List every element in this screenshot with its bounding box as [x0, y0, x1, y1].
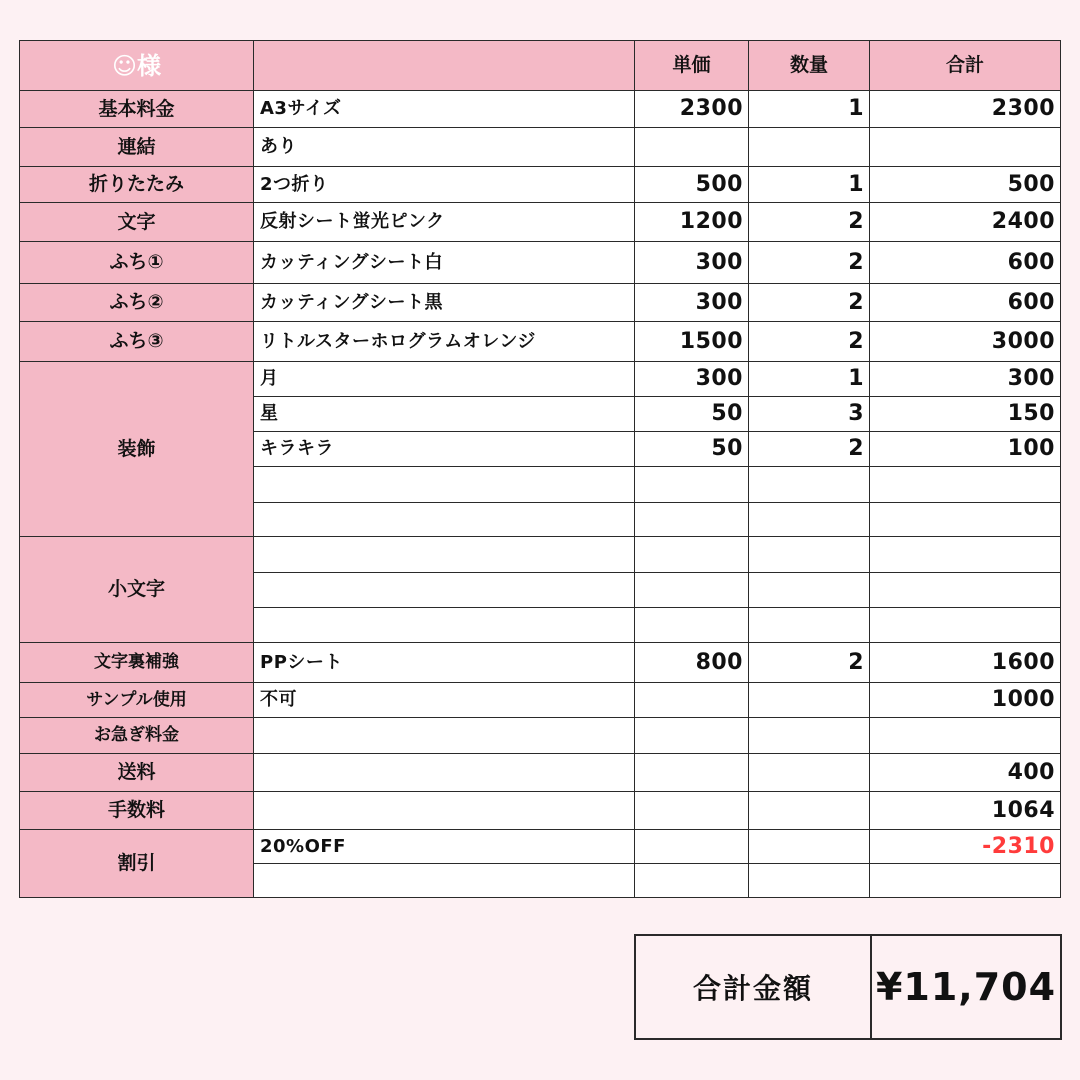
row-total: 2300: [870, 91, 1061, 128]
row-quantity: 2: [749, 242, 870, 284]
row-total: 1000: [870, 683, 1061, 718]
row-folding: [20, 167, 1061, 203]
row-description: あり: [254, 128, 635, 167]
row-total: 3000: [870, 322, 1061, 362]
row-total: 2400: [870, 203, 1061, 242]
row-unit-price: [635, 573, 749, 608]
row-quantity: 2: [749, 284, 870, 322]
row-description: カッティングシート黒: [254, 284, 635, 322]
row-unit-price: [635, 830, 749, 864]
row-unit-price: [635, 754, 749, 792]
row-shipping: [20, 754, 1061, 792]
row-label: ふち②: [20, 284, 254, 322]
row-total: [870, 537, 1061, 573]
row-quantity: [749, 792, 870, 830]
decoration-row: [20, 362, 1061, 397]
row-base-fee: [20, 91, 1061, 128]
row-quantity: [749, 128, 870, 167]
row-total: 300: [870, 362, 1061, 397]
row-unit-price: 300: [635, 284, 749, 322]
row-total: 600: [870, 242, 1061, 284]
row-unit-price: [635, 128, 749, 167]
row-unit-price: 50: [635, 397, 749, 432]
small-letters-row: [20, 537, 1061, 573]
row-quantity: 1: [749, 362, 870, 397]
row-description: [254, 864, 635, 898]
row-unit-price: [635, 503, 749, 537]
row-description: PPシート: [254, 643, 635, 683]
row-unit-price: [635, 792, 749, 830]
row-total: 1600: [870, 643, 1061, 683]
row-unit-price: 800: [635, 643, 749, 683]
row-description: リトルスターホログラムオレンジ: [254, 322, 635, 362]
row-border-2: [20, 284, 1061, 322]
row-quantity: 2: [749, 203, 870, 242]
row-total: [870, 718, 1061, 754]
discount-label: 割引: [20, 830, 254, 898]
row-unit-price: 50: [635, 432, 749, 467]
row-quantity: [749, 573, 870, 608]
row-total: 400: [870, 754, 1061, 792]
row-label: 基本料金: [20, 91, 254, 128]
row-total: 1064: [870, 792, 1061, 830]
row-label: 文字裏補強: [20, 643, 254, 683]
row-rush-fee: [20, 718, 1061, 754]
grand-total-box: [634, 934, 1062, 1040]
row-label: 折りたたみ: [20, 167, 254, 203]
row-label: 送料: [20, 754, 254, 792]
quantity-header: 数量: [749, 41, 870, 91]
row-description: [254, 503, 635, 537]
customer-name-cell: ☺様: [20, 41, 254, 91]
row-description: [254, 573, 635, 608]
grand-total-value: ¥11,704: [871, 935, 1061, 1039]
row-letter-backing: [20, 643, 1061, 683]
header-row: [20, 41, 1061, 91]
row-description: 2つ折り: [254, 167, 635, 203]
row-unit-price: [635, 718, 749, 754]
row-letters: [20, 203, 1061, 242]
row-label: 連結: [20, 128, 254, 167]
row-description: [254, 608, 635, 643]
row-quantity: 1: [749, 167, 870, 203]
row-label: お急ぎ料金: [20, 718, 254, 754]
row-border-3: [20, 322, 1061, 362]
row-total: 100: [870, 432, 1061, 467]
row-quantity: [749, 467, 870, 503]
row-label: 文字: [20, 203, 254, 242]
row-unit-price: [635, 467, 749, 503]
row-unit-price: 500: [635, 167, 749, 203]
row-total: [870, 467, 1061, 503]
row-total: [870, 573, 1061, 608]
total-header: 合計: [870, 41, 1061, 91]
row-quantity: 2: [749, 322, 870, 362]
grand-total-label: 合計金額: [635, 935, 871, 1039]
row-handling-fee: [20, 792, 1061, 830]
row-description: [254, 792, 635, 830]
row-description: [254, 537, 635, 573]
row-total: 600: [870, 284, 1061, 322]
row-description: [254, 754, 635, 792]
small-letters-label: 小文字: [20, 537, 254, 643]
row-quantity: [749, 683, 870, 718]
row-total: [870, 864, 1061, 898]
row-unit-price: 300: [635, 242, 749, 284]
unit-price-header: 単価: [635, 41, 749, 91]
row-border-1: [20, 242, 1061, 284]
row-unit-price: [635, 683, 749, 718]
row-quantity: 3: [749, 397, 870, 432]
row-quantity: [749, 503, 870, 537]
discount-amount: -2310: [870, 830, 1061, 864]
row-description: カッティングシート白: [254, 242, 635, 284]
row-unit-price: [635, 537, 749, 573]
row-unit-price: 1200: [635, 203, 749, 242]
row-description: キラキラ: [254, 432, 635, 467]
row-label: ふち①: [20, 242, 254, 284]
row-total: [870, 608, 1061, 643]
row-quantity: 2: [749, 643, 870, 683]
row-total: 500: [870, 167, 1061, 203]
estimate-table: [19, 40, 1061, 898]
row-quantity: [749, 718, 870, 754]
row-label: サンプル使用: [20, 683, 254, 718]
row-quantity: [749, 754, 870, 792]
row-unit-price: 1500: [635, 322, 749, 362]
row-label: ふち③: [20, 322, 254, 362]
row-quantity: [749, 864, 870, 898]
row-unit-price: 2300: [635, 91, 749, 128]
decoration-label: 装飾: [20, 362, 254, 537]
row-connection: [20, 128, 1061, 167]
row-sample-use: [20, 683, 1061, 718]
row-description: 月: [254, 362, 635, 397]
row-unit-price: [635, 608, 749, 643]
row-description: 星: [254, 397, 635, 432]
row-description: [254, 718, 635, 754]
discount-row: [20, 830, 1061, 864]
row-description: 反射シート蛍光ピンク: [254, 203, 635, 242]
row-quantity: [749, 830, 870, 864]
row-total: 150: [870, 397, 1061, 432]
row-description: 20%OFF: [254, 830, 635, 864]
row-description: [254, 467, 635, 503]
row-description: 不可: [254, 683, 635, 718]
row-quantity: 1: [749, 91, 870, 128]
row-total: [870, 503, 1061, 537]
row-quantity: [749, 537, 870, 573]
row-description: A3サイズ: [254, 91, 635, 128]
description-header: [254, 41, 635, 91]
row-unit-price: 300: [635, 362, 749, 397]
row-quantity: [749, 608, 870, 643]
row-unit-price: [635, 864, 749, 898]
row-total: [870, 128, 1061, 167]
row-quantity: 2: [749, 432, 870, 467]
row-label: 手数料: [20, 792, 254, 830]
